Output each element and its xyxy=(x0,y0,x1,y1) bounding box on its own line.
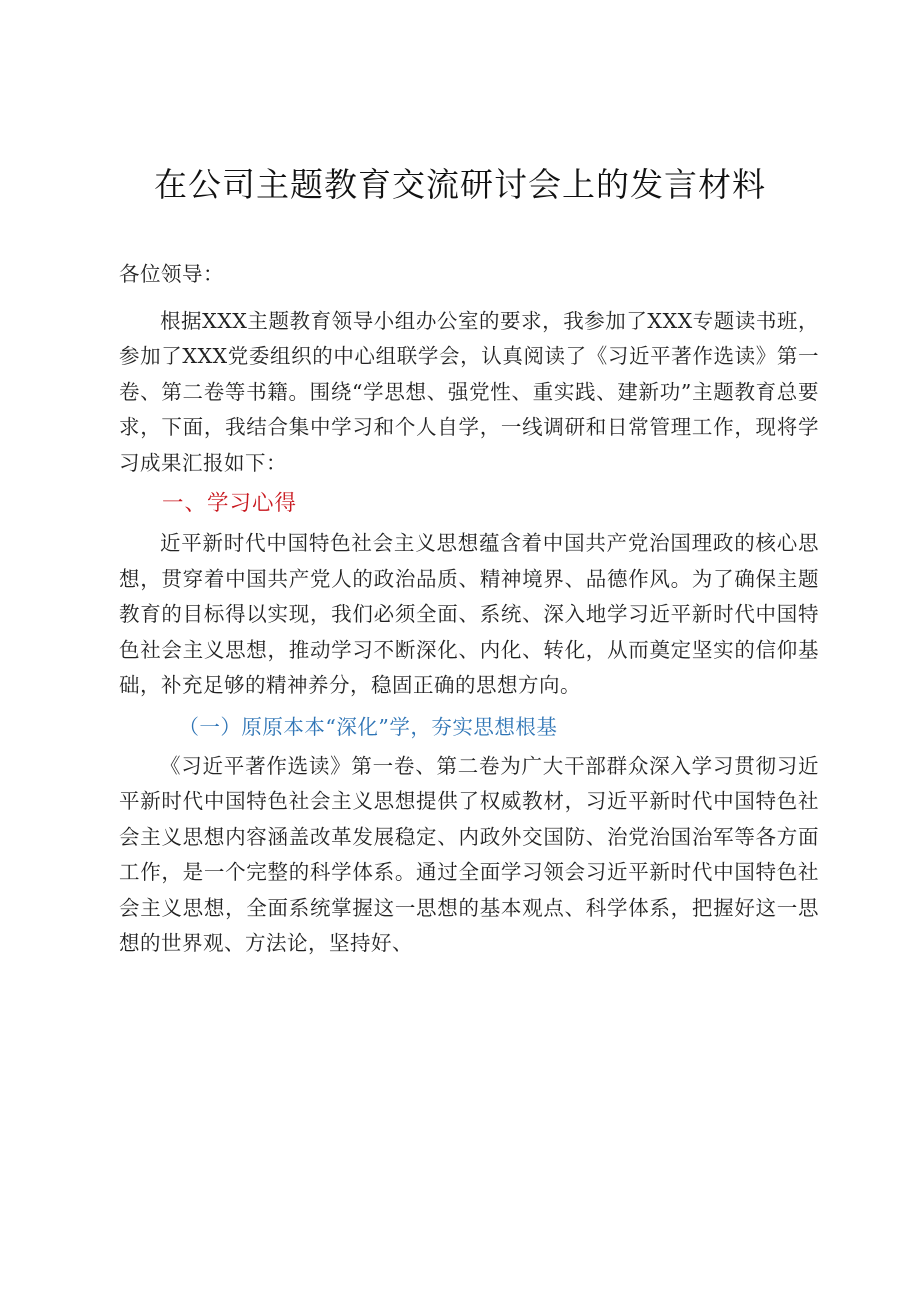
subsection-body-paragraph: 《习近平著作选读》第一卷、第二卷为广大干部群众深入学习贯彻习近平新时代中国特色社会主义思想提供了权威教材，习近平新时代中国特色社会主义思想内容涵盖改革发展稳定、内政外交国防、治党治国治军等各方面工作，是一个完整的科学体系。通过全面学习领会习近平新时代中国特色社会主义思想，全面系统掌握这一思想的基本观点、科学体系，把握好这一思想的世界观、方法论，坚持好、 xyxy=(119,753,819,955)
subsection-heading: （一）原原本本“深化”学，夯实思想根基 xyxy=(178,714,558,739)
document-body xyxy=(119,257,819,962)
section-heading: 一、学习心得 xyxy=(162,491,298,516)
salutation: 各位领导： xyxy=(119,262,224,286)
section-intro-paragraph: 近平新时代中国特色社会主义思想蕴含着中国共产党治国理政的核心思想，贯穿着中国共产党人的政治品质、精神境界、品德作风。为了确保主题教育的目标得以实现，我们必须全面、系统、深入地学习近平新时代中国特色社会主义思想，推动学习不断深化、内化、转化，从而奠定坚实的信仰基础，补充足够的精神养分，稳固正确的思想方向。 xyxy=(119,531,819,697)
document-title: 在公司主题教育交流研讨会上的发言材料 xyxy=(154,165,766,204)
intro-paragraph: 根据XXX主题教育领导小组办公室的要求，我参加了XXX专题读书班，参加了XXX党委组织的中心组联学会，认真阅读了《习近平著作选读》第一卷、第二卷等书籍。围绕“学思想、强党性、重实践、建新功”主题教育总要求，下面，我结合集中学习和个人自学，一线调研和日常管理工作，现将学习成果汇报如下： xyxy=(119,308,819,475)
